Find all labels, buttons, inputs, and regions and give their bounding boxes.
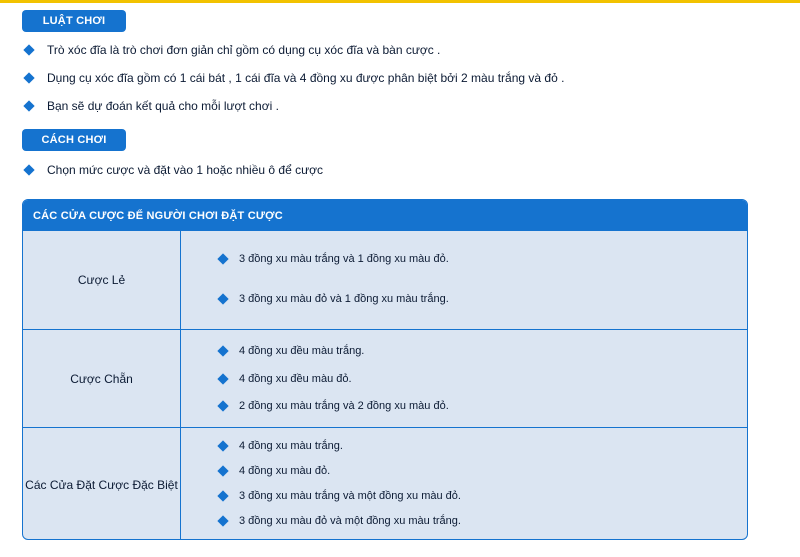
howto-item-1 xyxy=(22,161,323,179)
rule-item-3 xyxy=(22,97,279,115)
rules-section-title: LUẬT CHƠI xyxy=(22,10,126,32)
bet-row-options xyxy=(181,428,747,540)
bet-option xyxy=(219,438,343,454)
diamond-bullet-icon xyxy=(23,100,34,111)
bet-option xyxy=(219,488,461,504)
diamond-bullet-icon xyxy=(217,440,228,451)
diamond-bullet-icon xyxy=(217,400,228,411)
bet-option xyxy=(219,251,449,267)
diamond-bullet-icon xyxy=(23,72,34,83)
diamond-bullet-icon xyxy=(23,44,34,55)
bet-option-text: 3 đồng xu màu trắng và 1 đồng xu màu đỏ. xyxy=(239,253,449,265)
bet-option xyxy=(219,291,449,307)
bet-row-special xyxy=(23,428,747,540)
bet-row-label: Cược Lẻ xyxy=(23,231,181,329)
bet-row-options xyxy=(181,330,747,427)
diamond-bullet-icon xyxy=(217,293,228,304)
bet-option-text: 4 đồng xu màu đỏ. xyxy=(239,465,331,477)
bet-option xyxy=(219,463,330,479)
diamond-bullet-icon xyxy=(23,164,34,175)
bet-row-even xyxy=(23,330,747,428)
bet-option xyxy=(219,513,461,529)
bet-option xyxy=(219,371,352,387)
bet-option-text: 3 đồng xu màu trắng và một đồng xu màu đỏ. xyxy=(239,490,461,502)
diamond-bullet-icon xyxy=(217,465,228,476)
bet-row-odd xyxy=(23,231,747,330)
diamond-bullet-icon xyxy=(217,515,228,526)
bet-option-text: 4 đồng xu màu trắng. xyxy=(239,440,343,452)
diamond-bullet-icon xyxy=(217,490,228,501)
bet-row-label: Cược Chẵn xyxy=(23,330,181,427)
diamond-bullet-icon xyxy=(217,253,228,264)
rule-item-text: Trò xóc đĩa là trò chơi đơn giản chỉ gồm có dụng cụ xóc đĩa và bàn cược . xyxy=(47,43,441,57)
bet-option xyxy=(219,343,364,359)
bet-option-text: 3 đồng xu màu đỏ và một đồng xu màu trắng. xyxy=(239,515,461,527)
bet-option-text: 3 đồng xu màu đỏ và 1 đồng xu màu trắng. xyxy=(239,293,449,305)
howto-item-text: Chọn mức cược và đặt vào 1 hoặc nhiều ô để cược xyxy=(47,163,323,177)
rule-item-text: Dụng cụ xóc đĩa gồm có 1 cái bát , 1 cái đĩa và 4 đồng xu được phân biệt bởi 2 màu trắng và đỏ . xyxy=(47,71,565,85)
rule-item-2 xyxy=(22,69,564,87)
diamond-bullet-icon xyxy=(217,373,228,384)
bet-row-label: Các Cửa Đặt Cược Đặc Biệt xyxy=(23,428,181,540)
rule-item-text: Bạn sẽ dự đoán kết quả cho mỗi lượt chơi . xyxy=(47,99,279,113)
bet-option xyxy=(219,398,449,414)
bet-option-text: 2 đồng xu màu trắng và 2 đồng xu màu đỏ. xyxy=(239,400,449,412)
bet-option-text: 4 đồng xu đều màu trắng. xyxy=(239,345,365,357)
diamond-bullet-icon xyxy=(217,345,228,356)
bet-row-options xyxy=(181,231,747,329)
bet-table-header: CÁC CỬA CƯỢC ĐỂ NGƯỜI CHƠI ĐẶT CƯỢC xyxy=(23,200,747,231)
rule-item-1 xyxy=(22,41,440,59)
bet-options-table xyxy=(22,199,748,540)
bet-option-text: 4 đồng xu đều màu đỏ. xyxy=(239,373,352,385)
howto-section-title: CÁCH CHƠI xyxy=(22,129,126,151)
top-accent-line xyxy=(0,0,800,3)
